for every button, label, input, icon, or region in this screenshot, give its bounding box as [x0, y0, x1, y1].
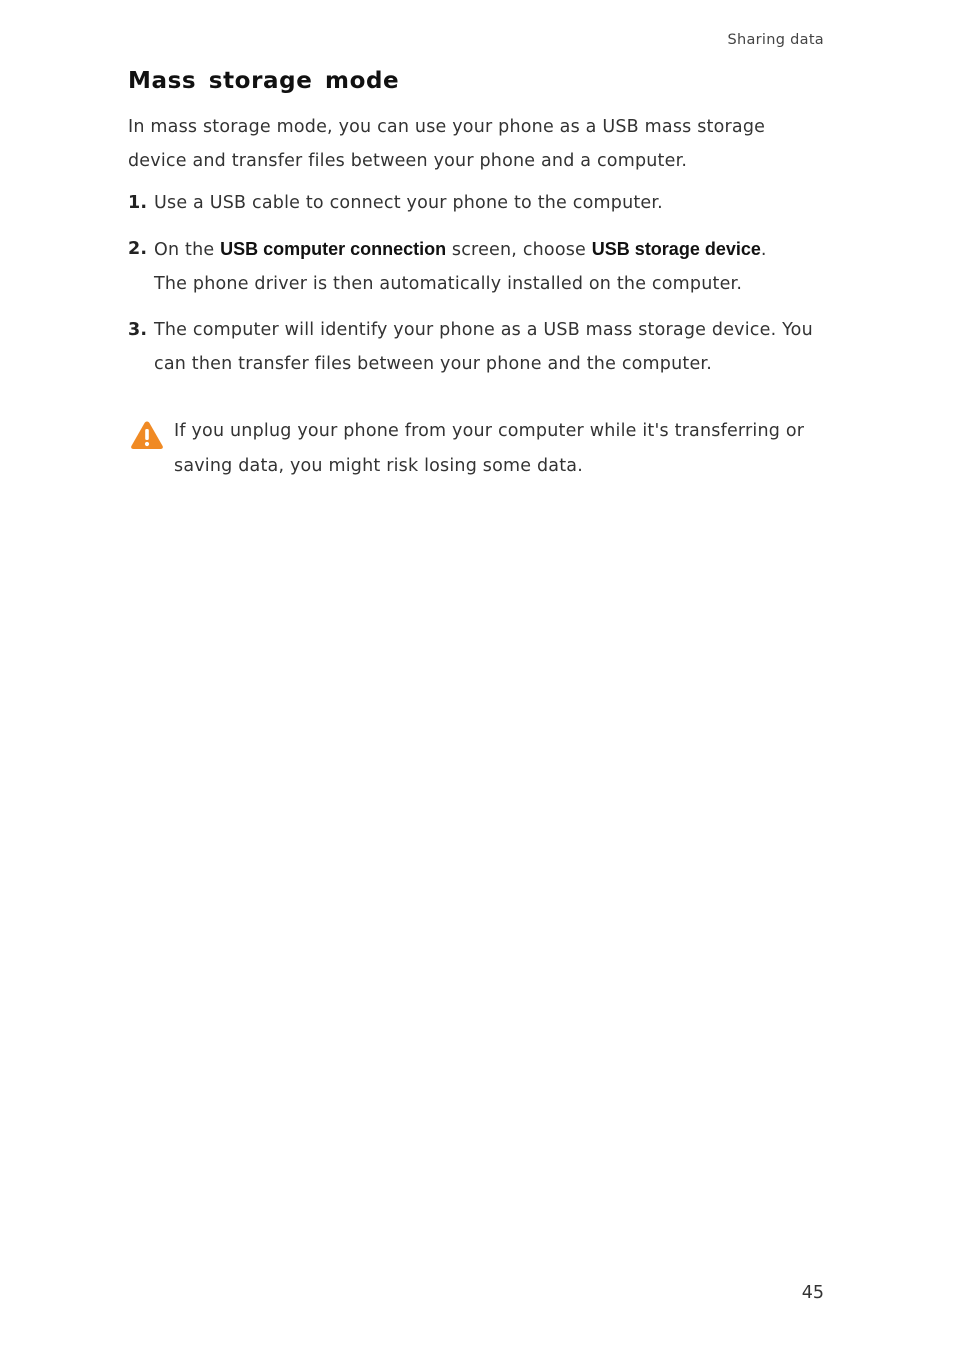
- intro-paragraph: In mass storage mode, you can use your phone as a USB mass storage device and transfer files between your phone and a computer.: [128, 117, 766, 171]
- warning-text: If you unplug your phone from your computer while it's transferring or saving data, you might risk losing some data.: [174, 421, 805, 476]
- warning-triangle-icon: [130, 420, 164, 450]
- step-number: 1.: [128, 193, 148, 213]
- step-3: [128, 313, 828, 381]
- step-number: 3.: [128, 320, 148, 340]
- running-header: Sharing data: [727, 32, 824, 48]
- step-2: [128, 232, 828, 301]
- ui-term-usb-storage-device: USB storage device: [591, 239, 761, 259]
- steps-list: [128, 186, 828, 381]
- step-followup: The phone driver is then automatically installed on the computer.: [154, 274, 743, 294]
- step-text: Use a USB cable to connect your phone to the computer.: [154, 193, 663, 213]
- warning-note: [130, 414, 830, 484]
- ui-term-usb-computer-connection: USB computer connection: [220, 239, 447, 259]
- step-number: 2.: [128, 239, 148, 259]
- page-number: 45: [801, 1283, 824, 1303]
- step-text-middle: screen, choose: [446, 240, 592, 260]
- section-title: Mass storage mode: [128, 68, 400, 94]
- step-text: The computer will identify your phone as a USB mass storage device. You can then transfer files between your phone and the computer.: [154, 320, 813, 374]
- step-1: [128, 186, 828, 220]
- step-text-prefix: On the: [154, 240, 221, 260]
- step-text-suffix: .: [760, 240, 767, 260]
